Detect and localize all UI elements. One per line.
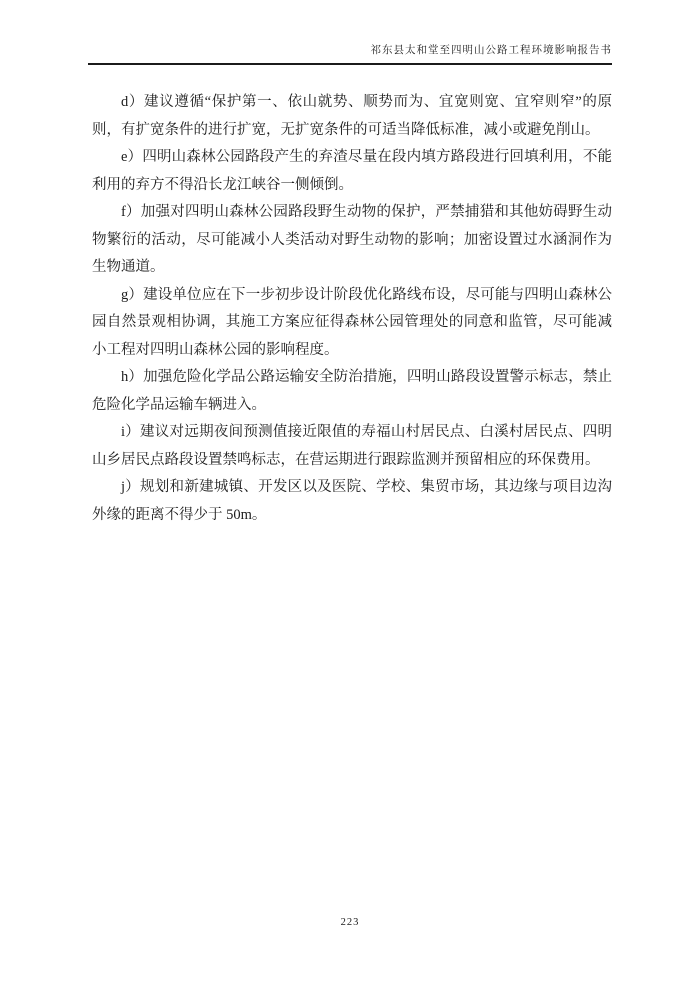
paragraph-marker: e） — [121, 149, 143, 165]
page-number: 223 — [340, 917, 360, 928]
paragraph-marker: d） — [121, 94, 145, 110]
paragraph-e — [92, 144, 612, 199]
paragraph-i — [92, 419, 612, 474]
paragraph-text: 加强对四明山森林公园路段野生动物的保护，严禁捕猎和其他妨碍野生动物繁衍的活动，尽可能减小人类活动对野生动物的影响；加密设置过水涵洞作为生物通道。 — [92, 204, 612, 275]
paragraph-marker: j） — [121, 479, 141, 495]
document-body — [92, 89, 612, 529]
paragraph-marker: h） — [121, 369, 144, 385]
paragraph-text: 规划和新建城镇、开发区以及医院、学校、集贸市场，其边缘与项目边沟外缘的距离不得少于 50m。 — [92, 479, 612, 523]
page-footer — [0, 917, 700, 928]
paragraph-text: 建设单位应在下一步初步设计阶段优化路线布设，尽可能与四明山森林公园自然景观相协调，其施工方案应征得森林公园管理处的同意和监管，尽可能减小工程对四明山森林公园的影响程度。 — [92, 286, 613, 358]
paragraph-h — [92, 364, 612, 419]
header-title: 祁东县太和堂至四明山公路工程环境影响报告书 — [370, 45, 612, 56]
paragraph-text: 建议对远期夜间预测值接近限值的寿福山村居民点、白溪村居民点、四明山乡居民点路段设置禁鸣标志，在营运期进行跟踪监测并预留相应的环保费用。 — [92, 424, 612, 468]
paragraph-text: 建议遵循“保护第一、依山就势、顺势而为、宜宽则宽、宜窄则窄”的原则，有扩宽条件的进行扩宽，无扩宽条件的可适当降低标准，减小或避免削山。 — [92, 94, 612, 138]
paragraph-j — [92, 474, 612, 529]
paragraph-marker: f） — [121, 204, 141, 220]
page-header — [88, 44, 612, 65]
paragraph-marker: i） — [121, 424, 141, 440]
paragraph-f — [92, 199, 612, 282]
paragraph-d — [92, 89, 612, 144]
paragraph-text: 四明山森林公园路段产生的弃渣尽量在段内填方路段进行回填利用，不能利用的弃方不得沿长龙江峡谷一侧倾倒。 — [92, 149, 613, 193]
paragraph-text: 加强危险化学品公路运输安全防治措施，四明山路段设置警示标志，禁止危险化学品运输车辆进入。 — [92, 369, 613, 413]
paragraph-g — [92, 282, 612, 365]
paragraph-marker: g） — [121, 286, 144, 303]
